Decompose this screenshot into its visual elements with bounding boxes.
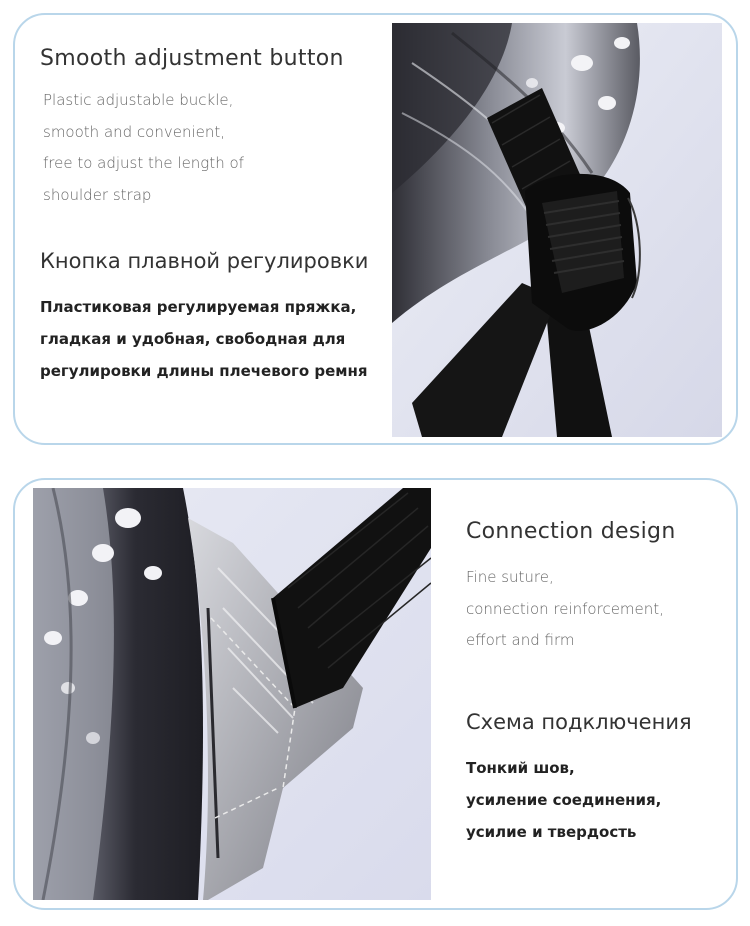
connection-text-block	[466, 516, 736, 848]
description-line: Тонкий шов,	[466, 758, 575, 777]
description-line: free to adjust the length of	[43, 154, 244, 172]
description-line: Fine suture,	[466, 568, 554, 586]
buckle-strap-photo	[392, 23, 722, 437]
connection-heading-en: Connection design	[466, 519, 676, 544]
buckle-strap-image	[392, 23, 722, 437]
adjustment-heading-en: Smooth adjustment button	[40, 46, 344, 71]
description-line: effort and firm	[466, 631, 575, 649]
description-line: Пластиковая регулируемая пряжка,	[40, 298, 357, 316]
adjustment-heading-ru: Кнопка плавной регулировки	[40, 249, 369, 273]
description-line: регулировки длины плечевого ремня	[40, 362, 368, 380]
connection-heading-ru: Схема подключения	[466, 709, 692, 734]
description-line: усиление соединения,	[466, 790, 662, 809]
adjustment-description-en	[40, 85, 385, 211]
description-line: Plastic adjustable buckle,	[43, 91, 234, 109]
stitched-strap-image	[33, 488, 431, 900]
description-line: shoulder strap	[43, 185, 152, 204]
description-line: smooth and convenient,	[43, 122, 226, 141]
description-line: connection reinforcement,	[466, 599, 664, 618]
connection-description-en	[466, 562, 736, 657]
feature-card-adjustment	[13, 13, 738, 445]
adjustment-text-block	[40, 43, 385, 387]
adjustment-description-ru	[40, 291, 385, 387]
feature-card-connection	[13, 478, 738, 910]
connection-description-ru	[466, 752, 736, 848]
description-line: гладкая и удобная, свободная для	[40, 330, 346, 348]
description-line: усилие и твердость	[466, 822, 637, 841]
stitched-strap-photo	[33, 488, 431, 900]
